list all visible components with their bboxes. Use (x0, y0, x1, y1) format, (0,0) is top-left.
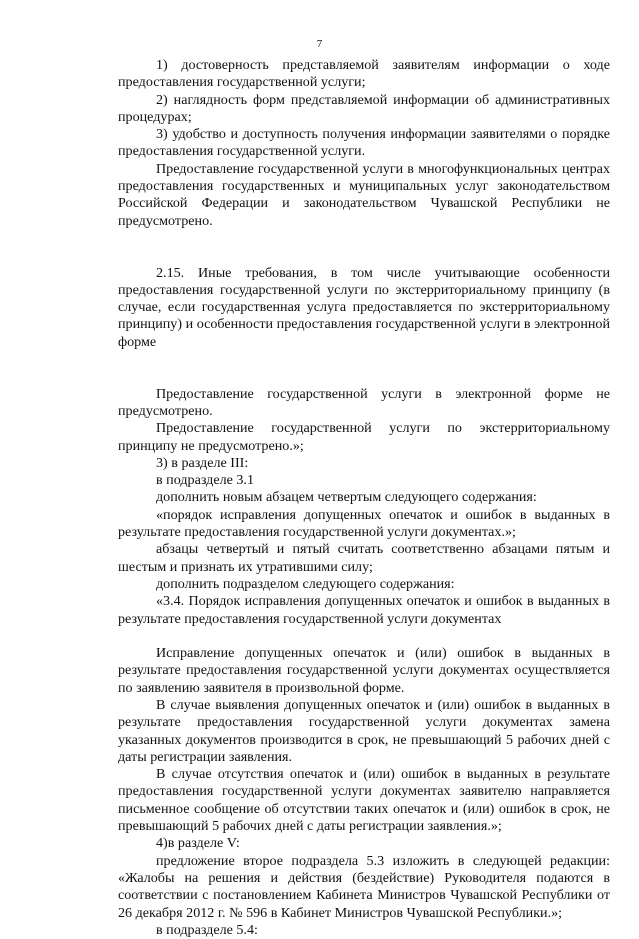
paragraph: Предоставление государственной услуги в электронной форме не предусмотрено. (118, 385, 610, 419)
paragraph: 3) в разделе III: (156, 454, 249, 471)
paragraph: 3) удобство и доступность получения информации заявителями о порядке предоставления государственной услуги. (118, 126, 610, 160)
paragraph: В случае отсутствия опечаток и (или) ошибок в выданных в результате предоставления государственной услуги документах заявителю направляется письменное сообщение об отсутствии таких опечаток и (или) ошибок в срок, не превышающий 5 рабочих дней с даты регистрации заявления.»; (118, 766, 610, 835)
paragraph: Исправление допущенных опечаток и (или) ошибок в выданных в результате предоставления государственной услуги документах осуществляется по заявлению заявителя в произвольной форме. (118, 645, 610, 696)
spacer (118, 247, 610, 264)
paragraph: предложение второе подраздела 5.3 изложить в следующей редакции: «Жалобы на решения и действия (бездействие) Руководителя подаются в соответствии с постановлением Кабинета Министров Чувашской Республики от 26 декабря 2012 г. № 596 в Кабинет Министров Чувашской Республики.»; (118, 852, 610, 921)
paragraph: 2) наглядность форм представляемой информации об административных процедурах; (118, 91, 610, 125)
paragraph: Предоставление государственной услуги по экстерриториальному принципу не предусмотрено.»; (118, 420, 610, 454)
paragraph: 1) достоверность представляемой заявителям информации о ходе предоставления государственной услуги; (118, 57, 610, 91)
paragraph: дополнить подразделом следующего содержания: (156, 575, 455, 592)
paragraph: в подразделе 5.4: (156, 921, 258, 938)
spacer (118, 368, 610, 385)
spacer (118, 628, 610, 645)
document-body (118, 57, 610, 939)
section-heading: 2.15. Иные требования, в том числе учитывающие особенности предоставления государственной услуги по экстерриториальному принципу (в случае, если государственная услуга предоставляется по экстерриториальному принципу) и особенности предоставления государственной услуги в электронной форме (118, 264, 610, 350)
paragraph: дополнить новым абзацем четвертым следующего содержания: (156, 489, 537, 506)
spacer (118, 351, 610, 368)
paragraph: «порядок исправления допущенных опечаток и ошибок в выданных в результате предоставления государственной услуги документах.»; (118, 506, 610, 541)
paragraph: Предоставление государственной услуги в многофункциональных центрах предоставления государственных и муниципальных услуг законодательством Российской Федерации и законодательством Чувашской Республики не предусмотрено. (118, 160, 610, 229)
paragraph: 4)в разделе V: (156, 835, 240, 852)
paragraph: В случае выявления допущенных опечаток и (или) ошибок в выданных в результате предоставления государственной услуги документах замена указанных документов производится в срок, не превышающий 5 рабочих дней с даты регистрации заявления. (118, 696, 610, 765)
section-heading: «3.4. Порядок исправления допущенных опечаток и ошибок в выданных в результате предоставления государственной услуги документах (118, 593, 610, 627)
spacer (118, 230, 610, 247)
paragraph: абзацы четвертый и пятый считать соответственно абзацами пятым и шестым и признать их утратившими силу; (118, 541, 610, 575)
page-number: 7 (316, 38, 323, 50)
paragraph: в подразделе 3.1 (156, 472, 255, 489)
